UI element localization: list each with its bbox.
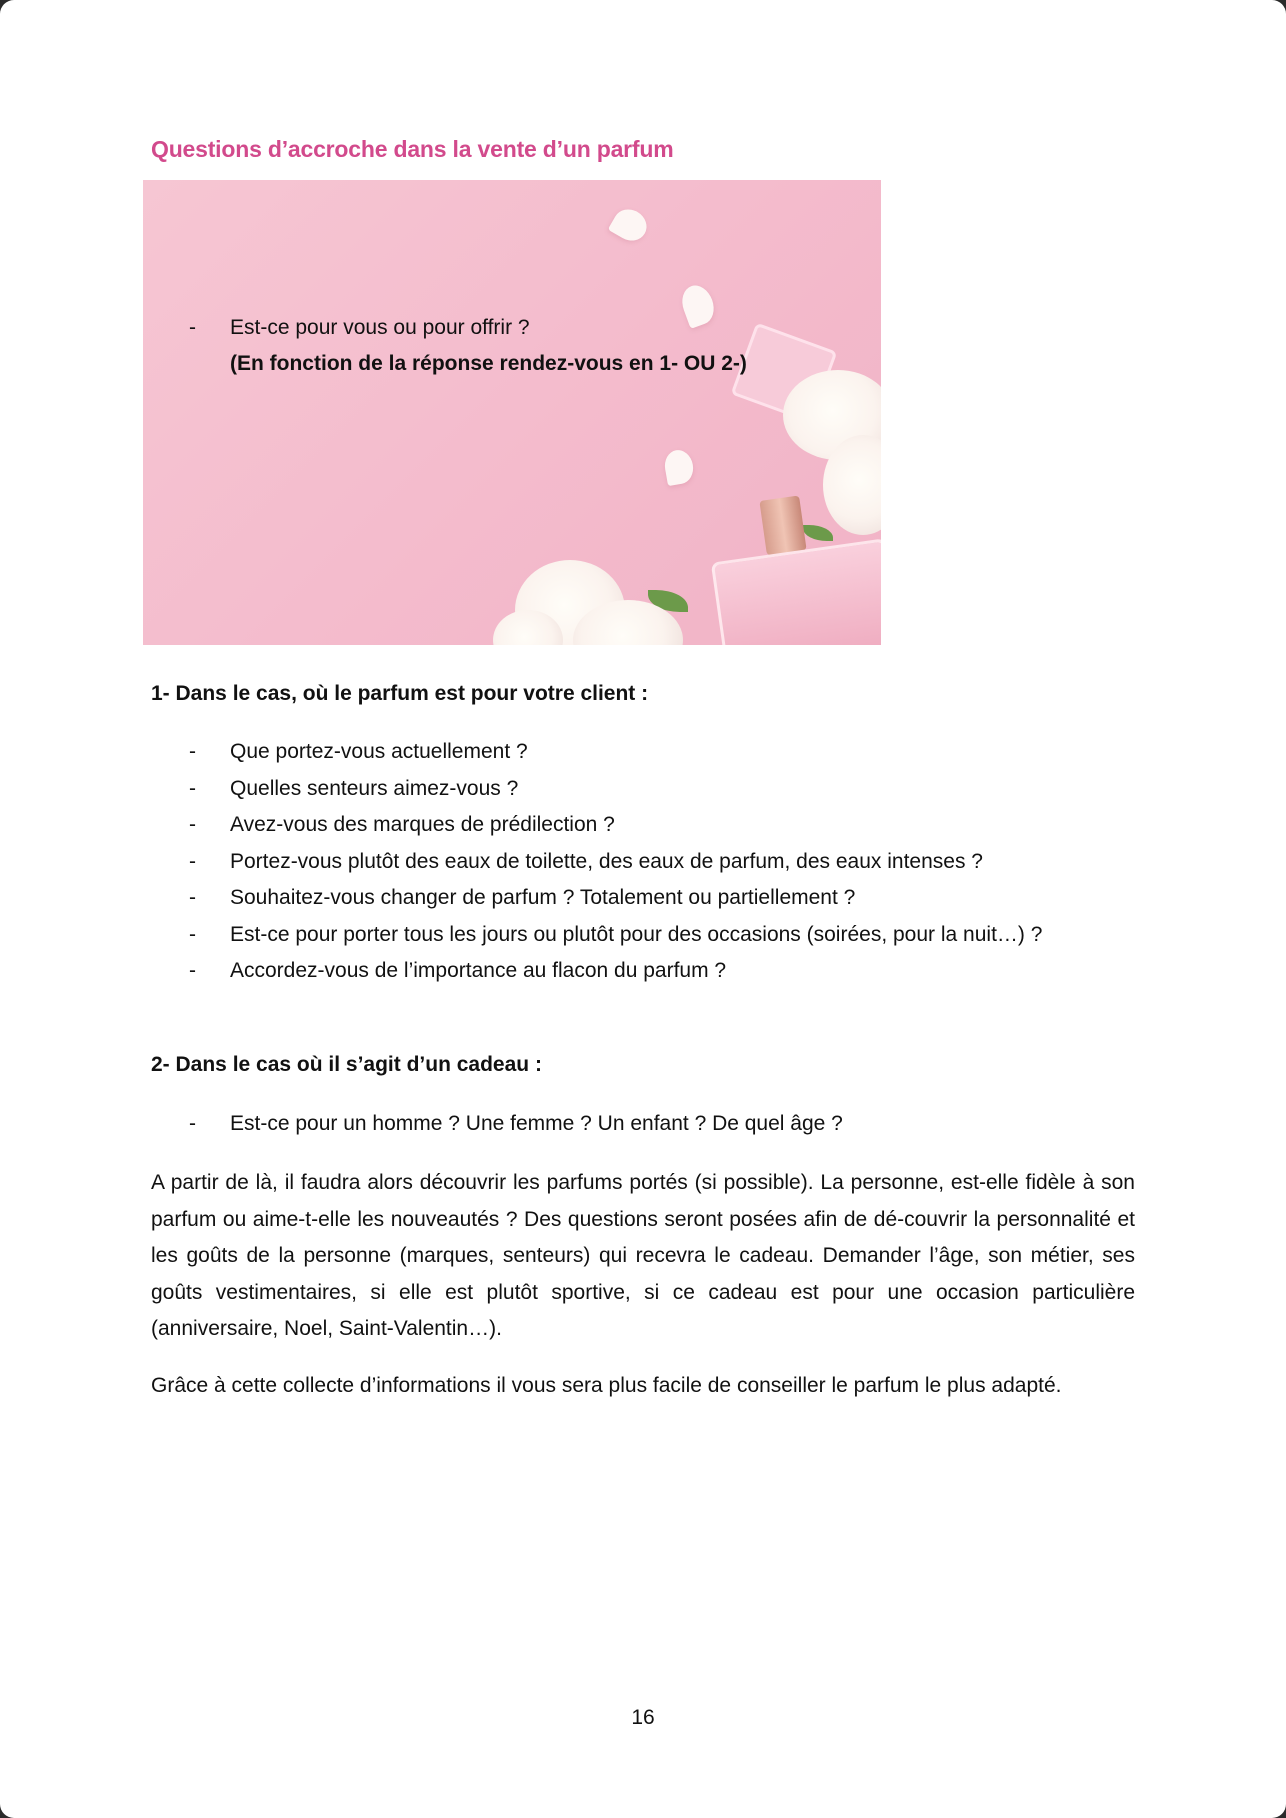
paragraph-1: A partir de là, il faudra alors découvrir les parfums portés (si possible). La personne, est-elle fidèle à son parfum ou aime-t-elle les nouveautés ? Des questions seront posées afin de dé-couvrir la personnalité et les goûts de la personne (marques, senteurs) qui recevra le cadeau. Demander l’âge, son métier, ses goûts vestimentaires, si elle est plutôt sportive, si ce cadeau est pour une occasion particulière (anniversaire, Noel, Saint-Valentin…). (151, 1171, 1135, 1340)
list-item: - Est-ce pour porter tous les jours ou plutôt pour des occasions (soirées, pour la nuit…) ? (189, 922, 1043, 946)
hero-note: (En fonction de la réponse rendez-vous en 1- OU 2-) (230, 352, 747, 375)
section1-list (151, 734, 1135, 990)
list-item: - Accordez-vous de l’importance au flacon du parfum ? (189, 959, 727, 982)
list-item: - Quelles senteurs aimez-vous ? (189, 776, 519, 800)
list-item: - Que portez-vous actuellement ? (189, 740, 528, 763)
paragraph-2: Grâce à cette collecte d’informations il vous sera plus facile de conseiller le parfum le plus adapté. (151, 1374, 1062, 1397)
list-item: - Avez-vous des marques de prédilection ? (189, 813, 615, 836)
hero-question: Est-ce pour vous ou pour offrir ? (230, 316, 530, 339)
list-item: - Est-ce pour un homme ? Une femme ? Un enfant ? De quel âge ? (189, 1112, 843, 1135)
bullet: - (189, 316, 196, 339)
list-item: - Souhaitez-vous changer de parfum ? Totalement ou partiellement ? (189, 886, 856, 909)
hero-text (143, 180, 881, 645)
list-item: - Portez-vous plutôt des eaux de toilette, des eaux de parfum, des eaux intenses ? (189, 849, 983, 873)
section2-heading: 2- Dans le cas où il s’agit d’un cadeau : (151, 1053, 542, 1076)
hero-image (143, 180, 881, 645)
section2-list (151, 1106, 1135, 1143)
page-number: 16 (631, 1706, 655, 1729)
page-title: Questions d’accroche dans la vente d’un parfum (151, 136, 674, 162)
section1-heading: 1- Dans le cas, où le parfum est pour votre client : (151, 682, 649, 705)
